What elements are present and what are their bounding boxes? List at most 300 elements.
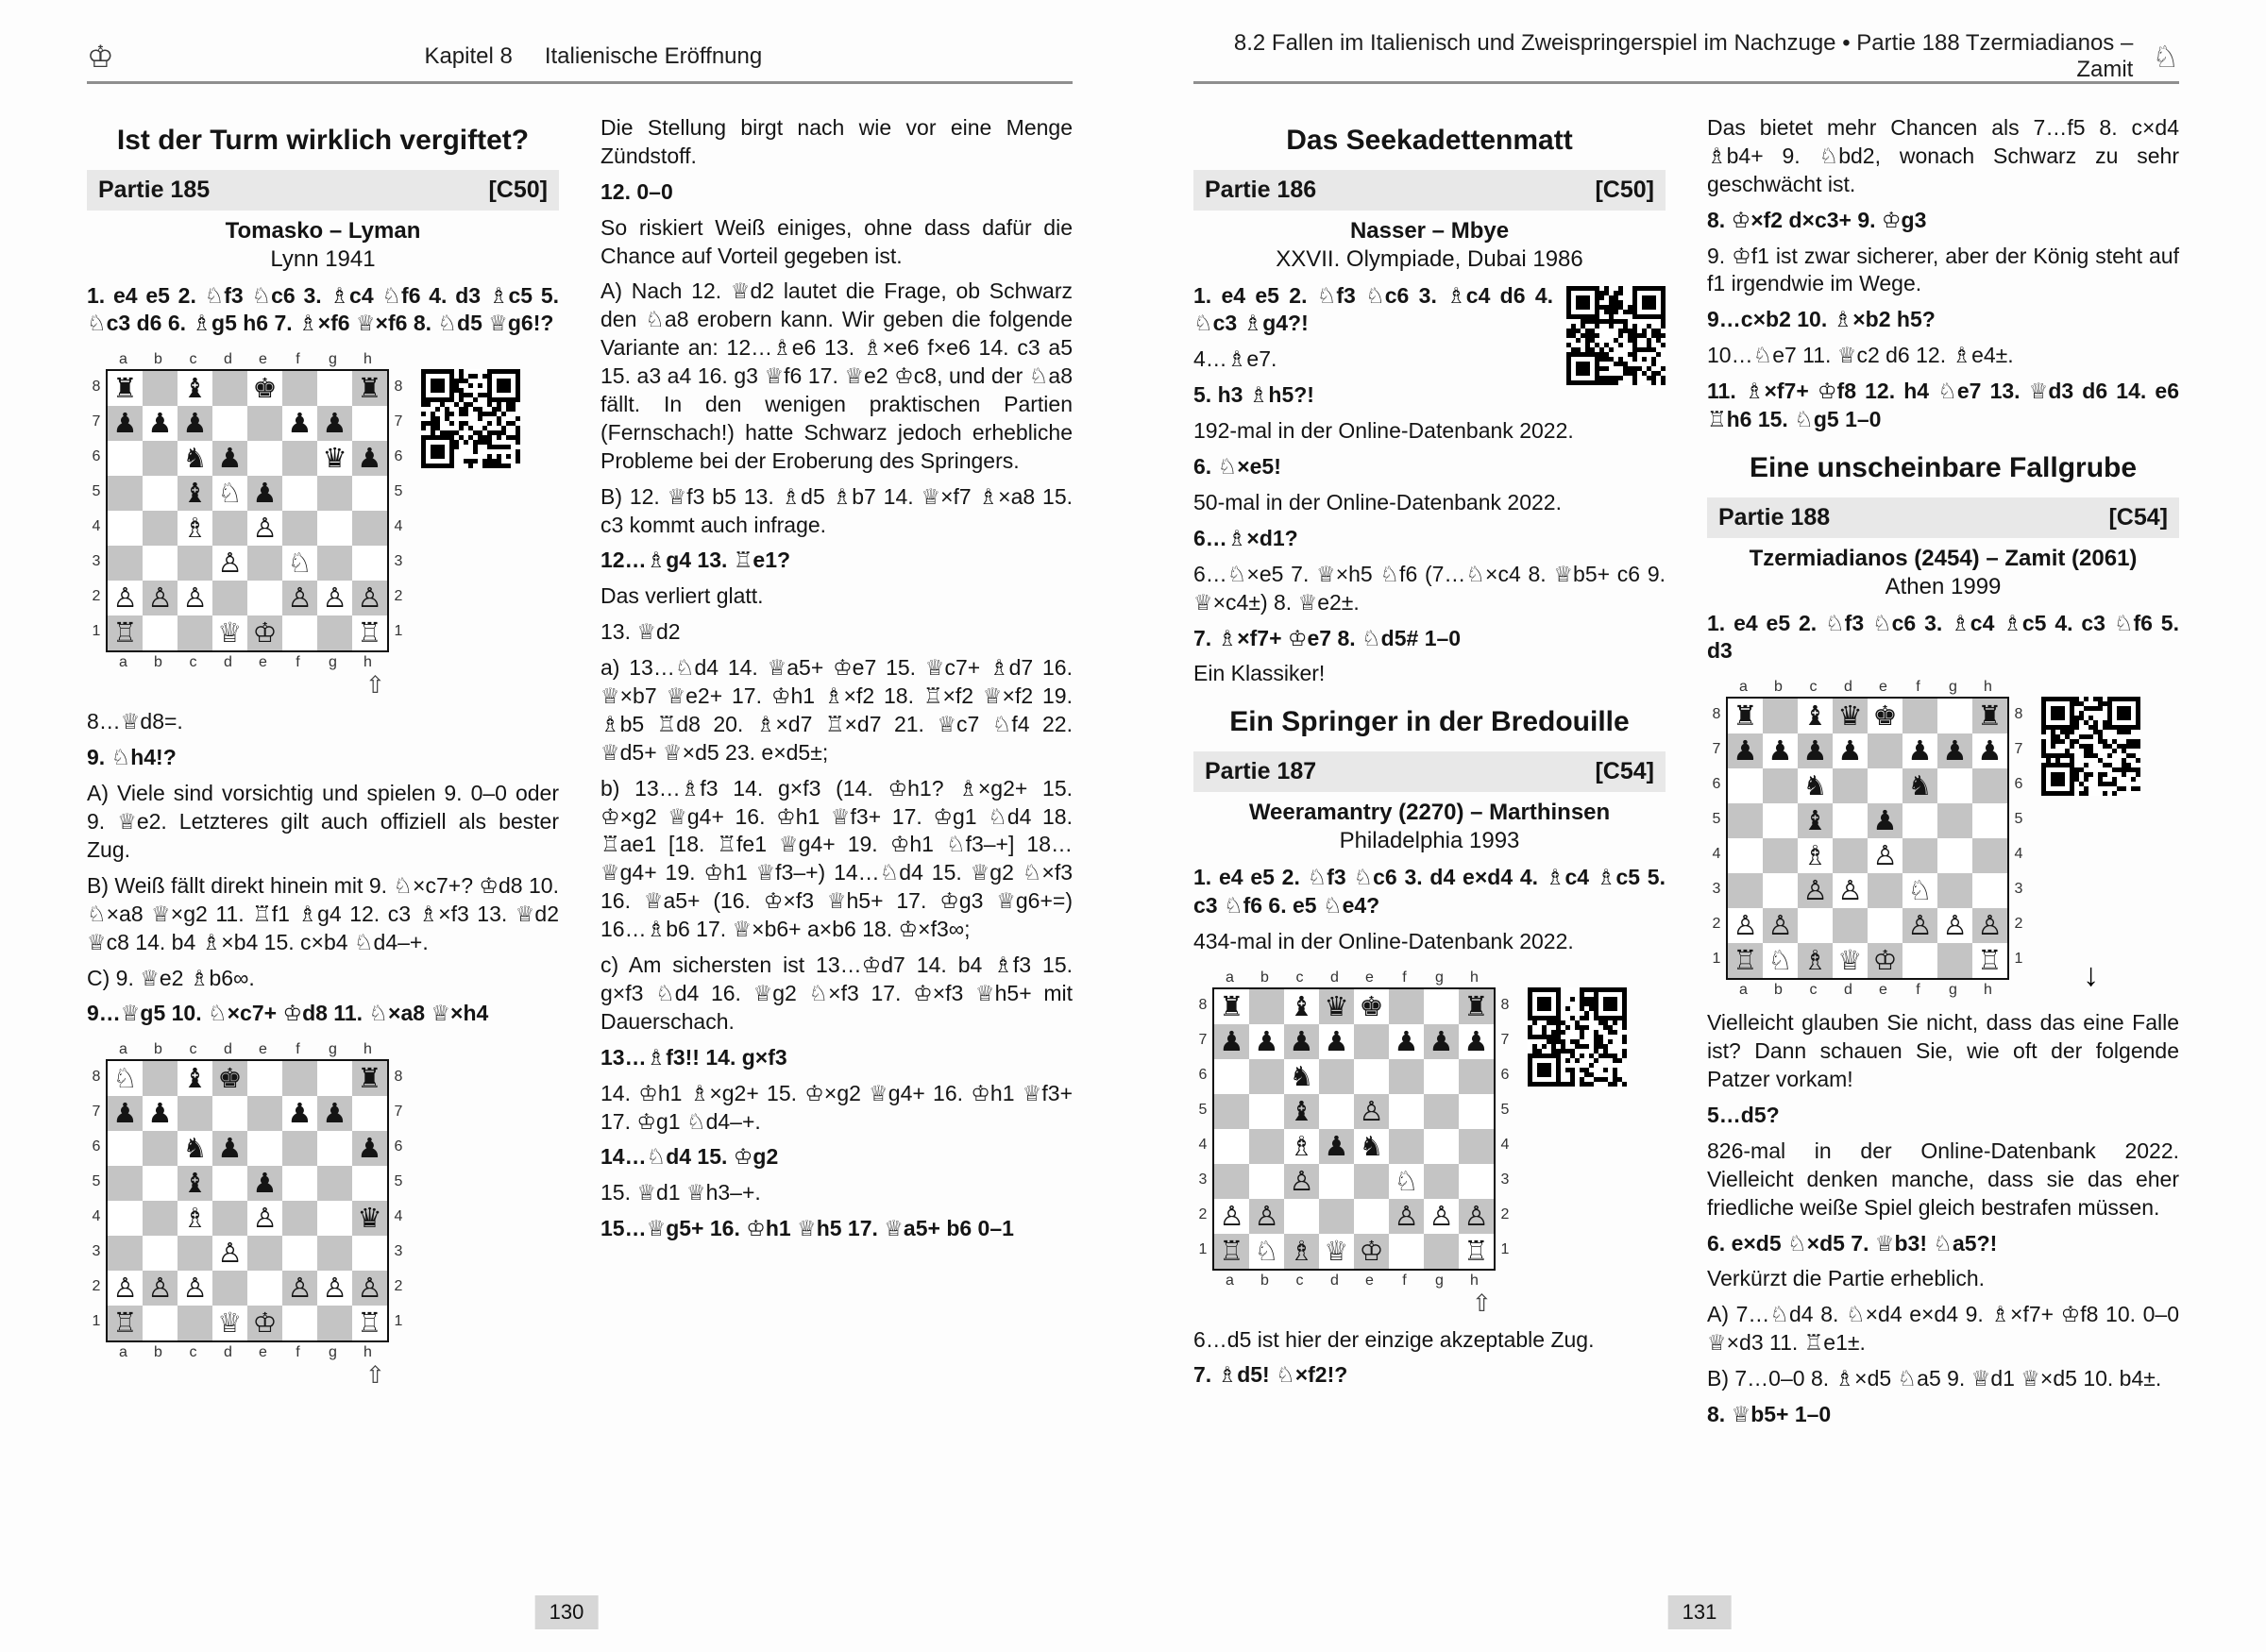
board-square [1833,838,1868,873]
running-head-right [1193,30,2179,82]
black-piece: ♝ [1802,700,1828,733]
white-piece: ♙ [182,582,208,615]
moves-paragraph [87,1000,559,1028]
board-square [1833,873,1868,908]
file-coordinates [1212,1271,1514,1290]
file-label: d [224,1344,232,1361]
file-label: b [154,1041,162,1058]
text-run: 6…d5 ist hier der einzige akzeptable Zug. [1193,1326,1595,1352]
text-run: So riskiert Weiß einiges, ohne dass dafür die Chance auf Vorteil gegeben ist. [600,214,1073,268]
board-square [1798,768,1833,803]
rank-label: 4 [92,518,101,535]
board-square [108,1306,143,1340]
text-paragraph [1193,928,1666,956]
text-run: Das verliert glatt. [600,583,764,609]
text-run: 9. ♘h4!? [87,745,177,770]
file-label: a [119,351,127,368]
black-piece: ♟ [1802,734,1828,767]
board-square [352,1096,387,1131]
text-run: 7. ♗×f7+ ♔e7 8. ♘d5# 1–0 [1193,625,1462,650]
black-piece: ♛ [1324,989,1349,1022]
black-piece: ♟ [252,1167,278,1200]
board-square [1284,1059,1319,1094]
board-square [1214,1234,1249,1269]
file-label: b [154,1344,162,1361]
board-square [352,1236,387,1271]
rank-label: 3 [92,553,101,570]
white-piece: ♗ [182,1202,208,1235]
board-square [143,476,178,511]
black-piece: ♝ [182,372,208,405]
file-label: d [224,1041,232,1058]
text-paragraph [1193,417,1666,446]
board-square [1459,1234,1494,1269]
board-square [1214,1059,1249,1094]
board-square [317,406,352,441]
board-square [108,441,143,476]
text-paragraph [600,1080,1073,1137]
diagram-partie-187 [1193,968,1666,1317]
black-piece: ♝ [182,477,208,510]
text-run: 12. 0–0 [600,178,673,204]
board-square [143,1236,178,1271]
file-label: f [1402,969,1407,986]
rank-label: 6 [394,1138,403,1155]
black-piece: ♛ [1837,700,1863,733]
board-square [1763,803,1798,838]
white-piece: ♙ [1837,874,1863,907]
rank-label: 4 [1198,1136,1208,1153]
board-square [1284,1129,1319,1164]
text-run: 13. ♕d2 [600,619,681,645]
text-run: 15…♕g5+ 16. ♔h1 ♕h5 17. ♕a5+ b6 0–1 [600,1216,1014,1241]
board-square [178,581,212,615]
board-square [1902,768,1937,803]
board-square [352,546,387,581]
text-paragraph [600,214,1073,271]
board-square [247,1201,282,1236]
black-piece: ♟ [322,1097,347,1130]
board-square [247,1061,282,1096]
white-piece: ♖ [112,1306,138,1340]
column-1 [87,107,559,1398]
board-square [317,1306,352,1340]
rank-label: 7 [2014,741,2023,758]
moves-paragraph [600,547,1073,575]
file-label: a [1226,1272,1234,1289]
board-middle [87,1059,408,1342]
white-piece: ♙ [217,547,243,580]
text-run: 8…♕d8=. [87,709,183,734]
board-square [1424,1199,1459,1234]
board-square [1798,699,1833,733]
board-square [1937,768,1972,803]
board-square [282,476,317,511]
moves-paragraph [87,282,559,339]
white-piece: ♖ [1977,944,2003,977]
file-label: g [1949,982,1957,999]
file-label: d [1844,982,1852,999]
black-piece: ♚ [1872,700,1898,733]
text-paragraph [1707,342,2179,370]
board-square [1319,1129,1354,1164]
file-label: a [119,1041,127,1058]
file-label: e [259,351,267,368]
rank-label: 8 [92,379,101,396]
text-run: 11. ♗×f7+ ♔f8 12. h4 ♘e7 13. ♕d3 d6 14. e6 ♖h6 15. ♘g5 1–0 [1707,379,2179,432]
black-piece: ♟ [287,407,313,440]
white-piece: ♙ [322,1272,347,1305]
board-square [143,406,178,441]
rank-label: 6 [92,1138,101,1155]
moves-paragraph [1707,610,2179,666]
board-square [212,371,247,406]
board-square [1868,838,1902,873]
white-piece: ♕ [217,616,243,649]
black-piece: ♟ [1907,734,1933,767]
board-square [1833,908,1868,943]
board-square [1972,943,2007,978]
board-square [1728,699,1763,733]
black-piece: ♞ [1802,769,1828,802]
board-square [1284,1234,1319,1269]
rank-coordinates [87,1059,106,1342]
board-square [247,1306,282,1340]
rank-label: 2 [92,588,101,605]
rank-label: 5 [92,1173,101,1190]
board-square [317,1061,352,1096]
board-square [1763,699,1798,733]
board-square [108,581,143,615]
board-square [1424,1094,1459,1129]
board-square [108,615,143,650]
file-label: g [1435,969,1444,986]
diagram-partie-185b [87,1039,559,1389]
black-piece: ♟ [217,1132,243,1165]
rank-label: 6 [394,448,403,465]
file-label: f [296,351,300,368]
qr-code-icon [421,369,520,468]
board-square [1937,699,1972,733]
text-run: 7. ♗d5! ♘×f2!? [1193,1362,1348,1388]
rank-label: 4 [92,1208,101,1225]
white-piece: ♕ [217,1306,243,1340]
board-square [1868,803,1902,838]
board-square [282,1131,317,1166]
file-label: a [119,654,127,671]
white-piece: ♖ [357,1306,382,1340]
board-square [1868,768,1902,803]
black-piece: ♝ [182,1062,208,1095]
white-piece: ♕ [1837,944,1863,977]
text-paragraph [87,780,559,865]
board-square [178,1096,212,1131]
file-label: h [364,1344,372,1361]
text-paragraph [1193,489,1666,517]
board-square [282,406,317,441]
rank-label: 1 [2014,951,2023,968]
board-square [247,511,282,546]
text-run: B) 7…0–0 8. ♗×d5 ♘a5 9. ♕d1 ♕×d5 10. b4±. [1707,1366,2162,1391]
board-square [1424,1129,1459,1164]
board-square [178,546,212,581]
file-label: b [1260,1272,1269,1289]
event-line: Lynn 1941 [270,245,376,272]
board-square [1424,1164,1459,1199]
board-square [1319,989,1354,1024]
file-label: h [364,654,372,671]
diagram-partie-188 [1707,677,2179,1000]
board-middle [87,369,408,652]
section-title: 8.2 Fallen im Italienisch und Zweispringerspiel im Nachzuge • Partie 188 Tzermiadianos – Zamit [1233,30,2134,82]
board-square [1798,803,1833,838]
board-square [1937,803,1972,838]
rank-label: 5 [394,1173,403,1190]
moves-paragraph [1193,1361,1666,1390]
board-square [108,1271,143,1306]
rank-label: 5 [1198,1101,1208,1118]
board-square [1459,989,1494,1024]
board-square [1284,1024,1319,1059]
board-square [352,1166,387,1201]
board-square [212,476,247,511]
text-run: b) 13…♗f3 14. g×f3 (14. ♔h1? ♗×g2+ 15. ♔×g2 ♕g4+ 16. ♔h1 ♕f3+ 17. ♔g1 ♘d4 18. ♖ae1 [18. ♖fe1 ♕g4+ 19. ♔h1 ♘f3–+] 18…♕g4+ 19. ♔h1 ♕f3–+) 14…♘d4 15. ♕g2 ♘×f3 16. ♕a5+ (16. ♔×f3 ♕h5+ 17. ♔g3 ♕g6+=) 16…♗b6 17. ♕×b6+ a×b6 18. ♔×f3∞; [600,775,1073,942]
board-square [1284,989,1319,1024]
board-square [352,615,387,650]
rank-label: 6 [1198,1066,1208,1083]
file-label: d [1844,679,1852,696]
text-run: 1. e4 e5 2. ♘f3 ♘c6 3. ♗c4 d6 4. ♘c3 ♗g4?! [1193,282,1553,336]
rank-label: 3 [1198,1171,1208,1188]
white-piece: ♗ [1802,839,1828,872]
board-square [143,1096,178,1131]
black-piece: ♚ [252,372,278,405]
text-paragraph [600,582,1073,611]
board-square [1249,1094,1284,1129]
board-square [108,1131,143,1166]
board-square [1459,1199,1494,1234]
board-square [352,511,387,546]
moves-paragraph [1707,1102,2179,1130]
white-piece: ♙ [1802,874,1828,907]
white-piece: ♘ [217,477,243,510]
black-piece: ♜ [112,372,138,405]
board-square [1868,908,1902,943]
board-square [282,1201,317,1236]
white-piece: ♘ [1767,944,1793,977]
text-paragraph [1707,1009,2179,1094]
rank-label: 4 [2014,846,2023,863]
rank-label: 2 [1712,916,1721,933]
file-label: f [1916,982,1920,999]
black-piece: ♝ [1289,989,1314,1022]
rank-label: 4 [394,1208,403,1225]
game-header-bar [1707,497,2179,538]
rank-label: 8 [1712,706,1721,723]
board-square [212,1271,247,1306]
eco-code: [C50] [1595,176,1654,203]
board-square [352,441,387,476]
board-square [1728,803,1763,838]
board-square [108,1166,143,1201]
rank-label: 3 [2014,881,2023,898]
event-line: Athen 1999 [1885,573,2002,599]
black-piece: ♟ [1733,734,1758,767]
black-piece: ♟ [252,477,278,510]
board-square [143,581,178,615]
rank-label: 1 [92,623,101,640]
board-square [1459,1164,1494,1199]
white-piece: ♗ [182,512,208,545]
board-square [108,511,143,546]
rank-label: 5 [92,483,101,500]
moves-paragraph [1707,306,2179,334]
board-square [1354,1199,1389,1234]
game-label: Partie 187 [1205,757,1317,784]
board-square [1833,803,1868,838]
board-square [1728,873,1763,908]
page-number: 131 [1668,1595,1732,1629]
white-piece: ♔ [1872,944,1898,977]
board-square [282,1236,317,1271]
text-run: 9…♕g5 10. ♘×c7+ ♔d8 11. ♘×a8 ♕×h4 [87,1001,489,1026]
rank-label: 2 [1198,1205,1208,1222]
text-paragraph [1193,660,1666,688]
file-label: c [1809,982,1818,999]
board-square [282,371,317,406]
text-run: Das bietet mehr Chancen als 7…f5 8. c×d4 ♗b4+ 9. ♘bd2, wonach Schwarz zu sehr geschwächt ist. [1707,115,2179,196]
file-coordinates [1726,980,2028,1000]
king-icon: ♔ [87,39,114,75]
board-square [1728,838,1763,873]
board-square [1937,873,1972,908]
rank-label: 5 [1712,811,1721,828]
qr-code-icon [1566,286,1666,385]
moves-paragraph [1193,282,1666,339]
board-square [1214,989,1249,1024]
board-square [1798,943,1833,978]
board-square [247,546,282,581]
moves-paragraph [600,178,1073,207]
board-square [1833,733,1868,768]
file-label: c [189,654,197,671]
white-piece: ♙ [252,512,278,545]
board-with-coordinates [1193,968,1514,1317]
white-piece: ♙ [322,582,347,615]
moves-paragraph [600,1215,1073,1243]
rank-label: 6 [1712,776,1721,793]
board-square [352,476,387,511]
white-piece: ♙ [287,1272,313,1305]
black-piece: ♟ [1942,734,1968,767]
white-piece: ♙ [1907,909,1933,942]
file-label: f [296,1041,300,1058]
text-run: 12…♗g4 13. ♖e1? [600,548,791,573]
board-square [1902,943,1937,978]
file-label: b [154,654,162,671]
black-piece: ♟ [322,407,347,440]
white-piece: ♙ [1977,909,2003,942]
board-square [317,581,352,615]
board-square [178,1131,212,1166]
black-piece: ♟ [147,407,173,440]
black-piece: ♞ [182,1132,208,1165]
file-label: c [1295,969,1304,986]
board-square [1354,1094,1389,1129]
white-piece: ♖ [112,616,138,649]
file-label: c [189,351,197,368]
players-line: Nasser – Mbye [1349,217,1510,244]
white-piece: ♘ [287,547,313,580]
board-square [212,615,247,650]
board-square [212,1236,247,1271]
text-run: 1. e4 e5 2. ♘f3 ♘c6 3. ♗c4 ♘f6 4. d3 ♗c5 5. ♘c3 d6 6. ♗g5 h6 7. ♗×f6 ♕×f6 8. ♘d5 ♕g6!? [87,282,559,336]
board-square [247,1096,282,1131]
black-piece: ♟ [147,1097,173,1130]
board-square [143,546,178,581]
moves-paragraph [87,744,559,772]
board-square [317,1096,352,1131]
board-square [1284,1094,1319,1129]
event-line: XXVII. Olympiade, Dubai 1986 [1276,245,1583,272]
file-coordinates [106,349,408,369]
text-run: 1. e4 e5 2. ♘f3 ♘c6 3. d4 e×d4 4. ♗c4 ♗c5 5. c3 ♘f6 6. e5 ♘e4? [1193,864,1666,918]
white-piece: ♗ [1289,1129,1314,1162]
rank-label: 2 [394,1278,403,1295]
board-square [1798,838,1833,873]
file-label: h [1984,679,1992,696]
file-label: b [1260,969,1269,986]
file-label: h [1470,969,1479,986]
board-square [247,1271,282,1306]
game-label: Partie 188 [1718,503,1831,531]
rank-label: 1 [1712,951,1721,968]
black-piece: ♝ [1802,804,1828,837]
file-label: h [364,351,372,368]
board-square [143,1201,178,1236]
text-run: C) 9. ♕e2 ♗b6∞. [87,965,255,990]
board-square [212,1306,247,1340]
white-piece: ♙ [147,1272,173,1305]
file-label: g [329,351,337,368]
board-square [1249,1129,1284,1164]
rank-label: 5 [2014,811,2023,828]
rank-coordinates [87,369,106,652]
rank-coordinates [1193,987,1212,1271]
rank-label: 7 [394,1104,403,1121]
black-piece: ♜ [1733,700,1758,733]
board-square [212,406,247,441]
rank-label: 7 [1712,741,1721,758]
board-square [212,546,247,581]
file-label: a [1739,679,1748,696]
black-piece: ♞ [182,442,208,475]
board-square [1459,1059,1494,1094]
column-2 [600,107,1073,1398]
section-heading: Ist der Turm wirklich vergiftet? [116,125,530,156]
text-paragraph [1707,1365,2179,1393]
game-header-bar [87,170,559,211]
game-header-bar [1193,170,1666,211]
board-square [317,476,352,511]
board-square [1354,1164,1389,1199]
board-square [143,615,178,650]
rank-label: 7 [92,1104,101,1121]
board-square [1902,908,1937,943]
board-square [1319,1094,1354,1129]
board-square [1319,1164,1354,1199]
board-square [178,1271,212,1306]
